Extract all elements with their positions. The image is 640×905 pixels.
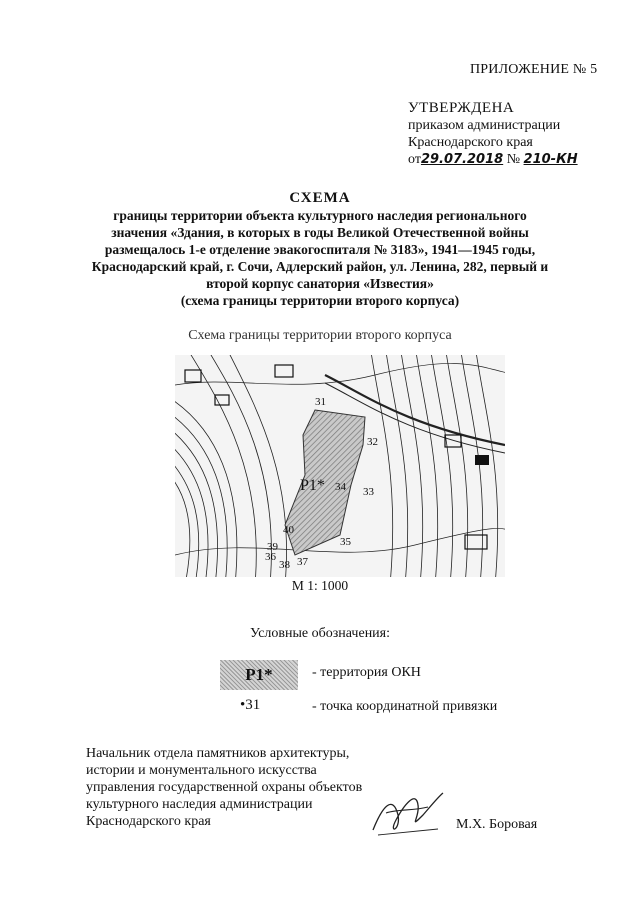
legend-territory-symbol: Р1* [245, 665, 273, 684]
position-line-4: культурного наследия администрации [86, 797, 313, 812]
order-line-2: Краснодарского края [408, 135, 533, 150]
zone-label: Р1* [300, 477, 325, 494]
legend-point-symbol: •31 [240, 697, 261, 713]
map-drawing [175, 355, 505, 577]
point-label: 40 [283, 524, 294, 536]
topographic-map [175, 355, 505, 577]
order-date: 29.07.2018 [420, 152, 504, 167]
signatory-name: М.Х. Боровая [456, 817, 538, 832]
legend-territory-swatch [220, 660, 298, 690]
title-line-1: границы территории объекта культурного наследия регионального [113, 208, 527, 223]
map-caption: Схема границы территории второго корпуса [188, 328, 452, 343]
position-line-2: истории и монументального искусства [86, 763, 317, 778]
title-line-6: (схема границы территории второго корпуса) [180, 293, 460, 308]
position-line-1: Начальник отдела памятников архитектуры, [86, 746, 350, 761]
map-scale: М 1: 1000 [291, 578, 349, 593]
legend-territory-text: - территория ОКН [312, 665, 421, 680]
order-date-line [408, 151, 578, 168]
order-number: 210-КН [523, 152, 578, 167]
approved-heading: УТВЕРЖДЕНА [408, 100, 515, 116]
number-prefix: № [506, 152, 521, 167]
point-label: 37 [297, 556, 308, 568]
title-heading: СХЕМА [289, 190, 351, 206]
handwritten-signature [368, 785, 448, 850]
signatory-position [86, 745, 362, 830]
appendix-label: ПРИЛОЖЕНИЕ № 5 [470, 62, 598, 77]
point-label: 35 [340, 536, 351, 548]
point-label: 34 [335, 481, 346, 493]
position-line-5: Краснодарского края [86, 814, 211, 829]
order-line-1: приказом администрации [408, 118, 561, 133]
document-title [60, 190, 580, 309]
legend-point-text: - точка координатной привязки [312, 699, 498, 714]
title-line-4: Краснодарский край, г. Сочи, Адлерский район, ул. Ленина, 282, первый и [91, 259, 549, 274]
point-label: 36 [265, 551, 276, 563]
approval-block [408, 100, 578, 168]
date-prefix: от [408, 152, 421, 167]
title-line-2: значения «Здания, в которых в годы Великой Отечественной войны [111, 225, 529, 240]
position-line-3: управления государственной охраны объектов [86, 780, 363, 795]
point-label: 31 [315, 396, 326, 408]
title-line-5: второй корпус санатория «Известия» [206, 276, 434, 291]
point-label: 33 [363, 486, 374, 498]
point-label: 39 [267, 541, 278, 553]
point-label: 32 [367, 436, 378, 448]
title-line-3: размещалось 1-е отделение эвакогоспиталя № 3183», 1941—1945 годы, [104, 242, 536, 257]
legend-title: Условные обозначения: [249, 626, 391, 641]
point-label: 38 [279, 559, 290, 571]
